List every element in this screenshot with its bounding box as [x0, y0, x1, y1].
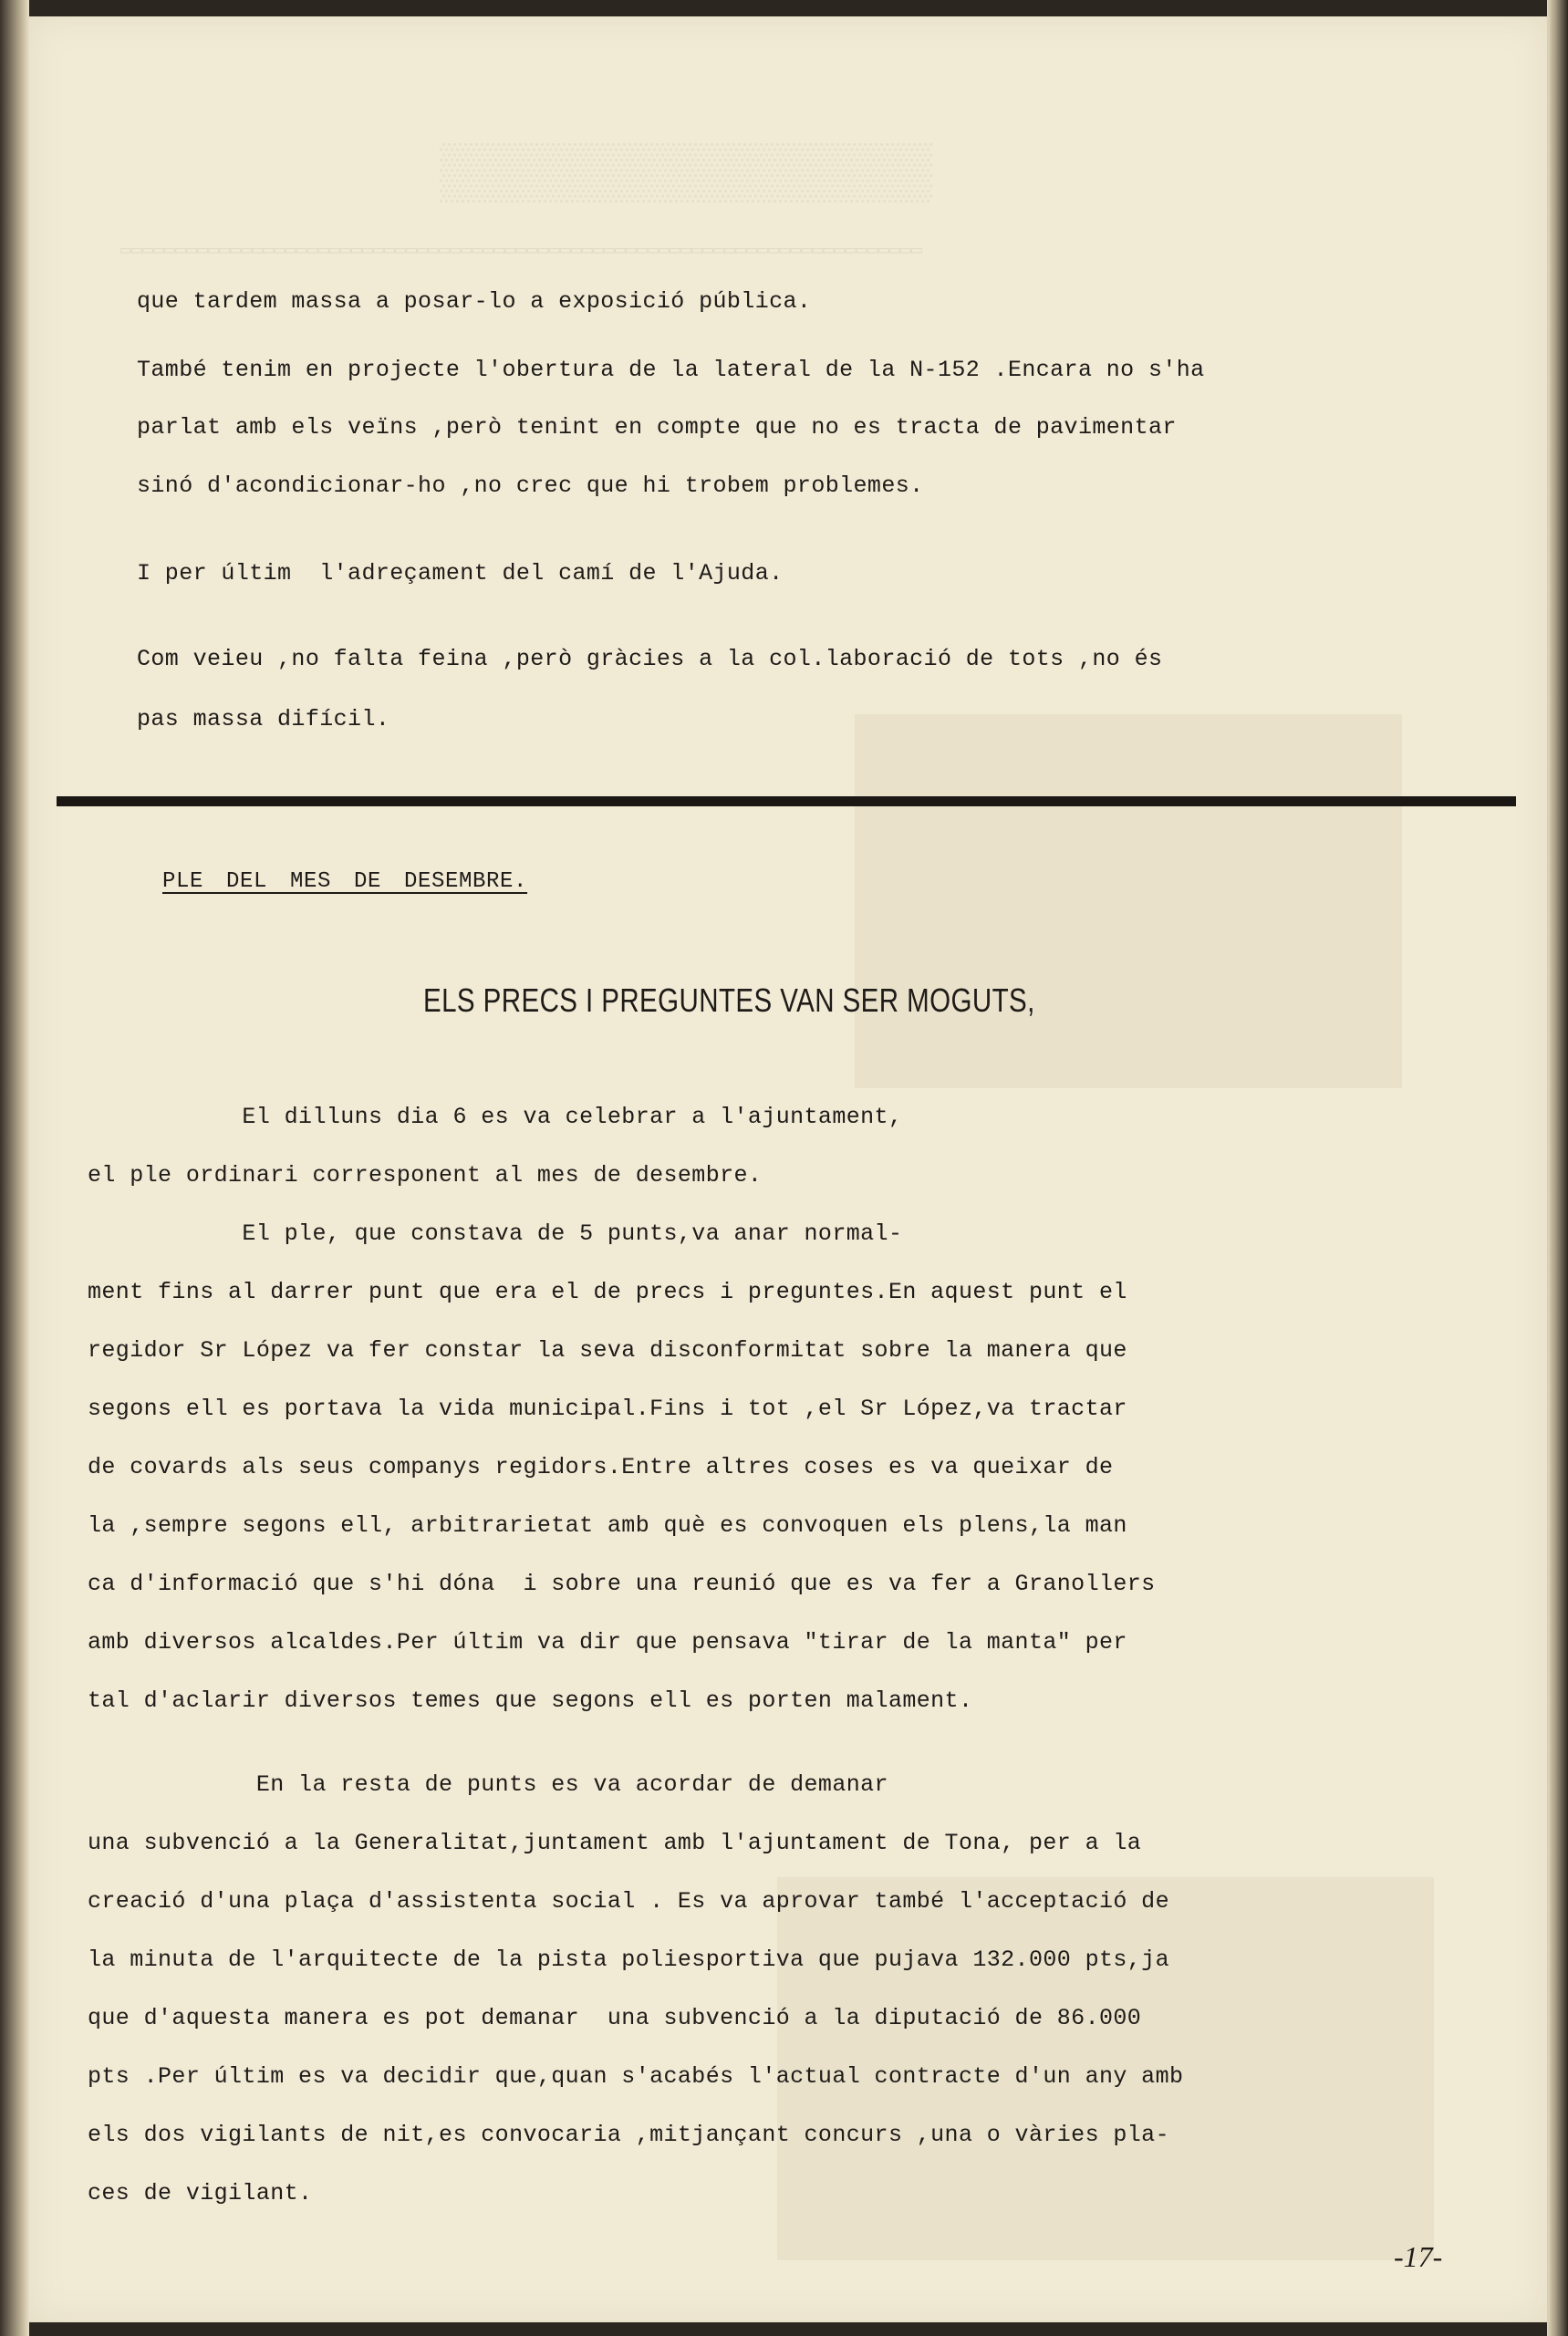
- body-text-line: que tardem massa a posar-lo a exposició pública.: [137, 288, 812, 315]
- body-text-line: parlat amb els veïns ,però tenint en compte que no es tracta de pavimentar: [137, 414, 1177, 441]
- bleed-through-text: ▭▭▭▭▭▭▭▭▭▭▭▭▭▭▭▭▭▭▭▭▭▭▭▭▭▭▭▭▭▭▭▭▭▭▭▭▭▭▭▭▭▭▭▭▭▭▭▭▭▭▭▭▭▭▭▭▭▭▭▭▭▭▭▭▭▭▭▭▭▭▭▭▭: [120, 241, 922, 262]
- article-text-line: El ple, que constava de 5 punts,va anar normal-: [88, 1220, 903, 1247]
- article-text-line: ca d'informació que s'hi dóna i sobre una reunió que es va fer a Granollers: [88, 1571, 1156, 1597]
- body-text-line: Com veieu ,no falta feina ,però gràcies a la col.laboració de tots ,no és: [137, 646, 1163, 672]
- article-text-line: El dilluns dia 6 es va celebrar a l'ajuntament,: [88, 1104, 903, 1130]
- article-text-line: la ,sempre segons ell, arbitrarietat amb què es convoquen els plens,la man: [88, 1512, 1127, 1539]
- article-text-line: segons ell es portava la vida municipal.Fins i tot ,el Sr López,va tractar: [88, 1396, 1127, 1422]
- article-text-line: pts .Per últim es va decidir que,quan s'acabés l'actual contracte d'un any amb: [88, 2063, 1184, 2090]
- article-text-line: creació d'una plaça d'assistenta social . Es va aprovar també l'acceptació de: [88, 1888, 1169, 1915]
- article-text-line: ces de vigilant.: [88, 2180, 313, 2206]
- page-number: -17-: [1394, 2240, 1443, 2273]
- article-text-line: ment fins al darrer punt que era el de precs i preguntes.En aquest punt el: [88, 1279, 1127, 1305]
- body-text-line: sinó d'acondicionar-ho ,no crec que hi trobem problemes.: [137, 472, 924, 499]
- article-text-line: En la resta de punts es va acordar de demanar: [88, 1771, 888, 1798]
- article-text-line: amb diversos alcaldes.Per últim va dir que pensava "tirar de la manta" per: [88, 1629, 1127, 1656]
- section-label: PLE DEL MES DE DESEMBRE.: [162, 869, 528, 894]
- article-text-line: una subvenció a la Generalitat,juntament amb l'ajuntament de Tona, per a la: [88, 1830, 1142, 1856]
- article-text-line: el ple ordinari corresponent al mes de desembre.: [88, 1162, 763, 1189]
- document-page: [29, 16, 1550, 2322]
- body-text-line: pas massa difícil.: [137, 706, 390, 732]
- body-text-line: I per últim l'adreçament del camí de l'Ajuda.: [137, 560, 784, 587]
- article-text-line: regidor Sr López va fer constar la seva disconformitat sobre la manera que: [88, 1337, 1127, 1364]
- body-text-line: També tenim en projecte l'obertura de la lateral de la N-152 .Encara no s'ha: [137, 357, 1205, 383]
- article-headline: ELS PRECS I PREGUNTES VAN SER MOGUTS,: [423, 981, 1035, 1019]
- page-edge: [1547, 0, 1568, 2336]
- bleed-through-photo: [855, 714, 1402, 1088]
- binding-spine: [0, 0, 29, 2336]
- article-text-line: que d'aquesta manera es pot demanar una subvenció a la diputació de 86.000: [88, 2005, 1142, 2031]
- article-text-line: la minuta de l'arquitecte de la pista poliesportiva que pujava 132.000 pts,ja: [88, 1947, 1169, 1973]
- article-text-line: els dos vigilants de nit,es convocaria ,mitjançant concurs ,una o vàries pla-: [88, 2122, 1169, 2148]
- article-text-line: de covards als seus companys regidors.Entre altres coses es va queixar de: [88, 1454, 1114, 1480]
- bleed-through-text: ▒▒▒▒▒▒▒▒▒▒▒▒▒▒▒: [440, 144, 933, 206]
- section-divider: [57, 796, 1516, 806]
- article-text-line: tal d'aclarir diversos temes que segons ell es porten malament.: [88, 1687, 973, 1714]
